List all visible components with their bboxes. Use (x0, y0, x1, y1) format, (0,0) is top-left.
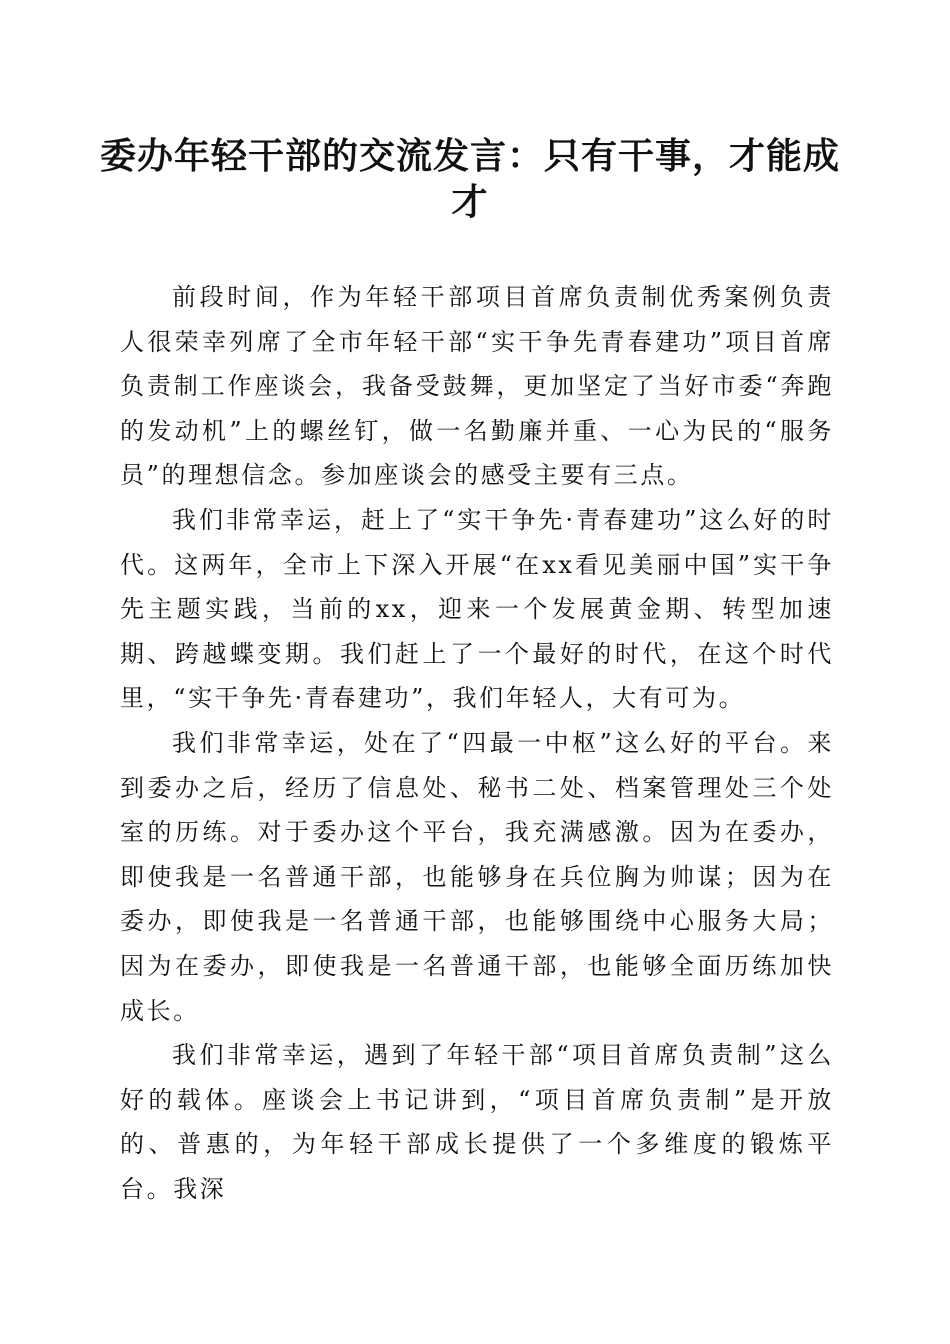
paragraph-4: 我们非常幸运，遇到了年轻干部“项目首席负责制”这么好的载体。座谈会上书记讲到，“项目首席负责制”是开放的、普惠的，为年轻干部成长提供了一个多维度的锻炼平台。我深 (120, 1041, 834, 1203)
paragraph-2: 我们非常幸运，赶上了“实干争先·青春建功”这么好的时代。这两年，全市上下深入开展“在xx看见美丽中国”实干争先主题实践，当前的xx，迎来一个发展黄金期、转型加速期、跨越蝶变期。我们赶上了一个最好的时代，在这个时代里，“实干争先·青春建功”，我们年轻人，大有可为。 (120, 505, 834, 713)
document-title: 委办年轻干部的交流发言：只有干事，才能成才 (100, 135, 841, 223)
paragraph-1: 前段时间，作为年轻干部项目首席负责制优秀案例负责人很荣幸列席了全市年轻干部“实干争先青春建功”项目首席负责制工作座谈会，我备受鼓舞，更加坚定了当好市委“奔跑的发动机”上的螺丝钉，做一名勤廉并重、一心为民的“服务员”的理想信念。参加座谈会的感受主要有三点。 (120, 283, 834, 490)
paragraph-3: 我们非常幸运，处在了“四最一中枢”这么好的平台。来到委办之后，经历了信息处、秘书二处、档案管理处三个处室的历练。对于委办这个平台，我充满感激。因为在委办，即使我是一名普通干部，也能够身在兵位胸为帅谋；因为在委办，即使我是一名普通干部，也能够围绕中心服务大局；因为在委办，即使我是一名普通干部，也能够全面历练加快成长。 (120, 728, 834, 1025)
document-body (120, 275, 834, 1211)
